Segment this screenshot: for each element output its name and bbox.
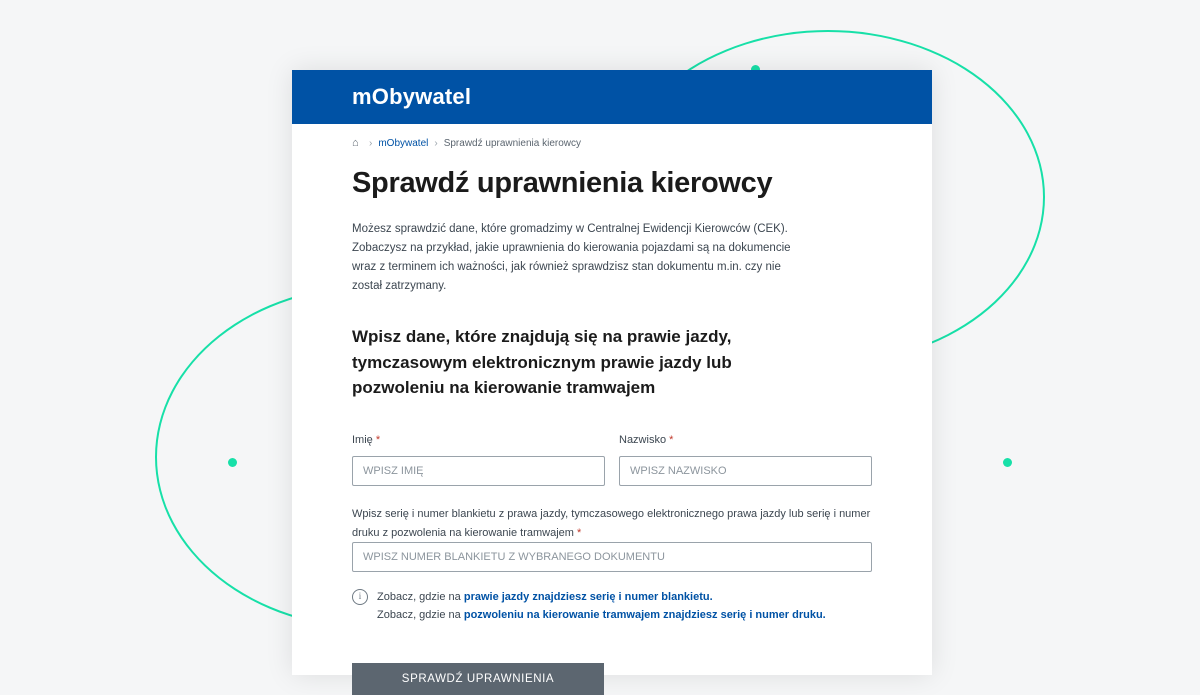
check-permissions-button[interactable]: SPRAWDŹ UPRAWNIENIA <box>352 663 604 695</box>
last-name-label-text: Nazwisko <box>619 433 667 446</box>
submit-row <box>352 663 872 695</box>
site-header <box>292 70 932 124</box>
page-title: Sprawdź uprawnienia kierowcy <box>352 167 773 199</box>
last-name-required-mark: * <box>669 433 674 446</box>
first-name-label <box>352 433 605 449</box>
document-number-input[interactable] <box>352 542 872 572</box>
document-number-label <box>352 508 870 539</box>
info-lines <box>377 588 826 625</box>
info-icon: i <box>352 589 368 605</box>
name-fields-row <box>352 433 872 486</box>
driver-check-form <box>352 433 872 695</box>
info-line-2 <box>377 606 826 625</box>
intro-text: Możesz sprawdzić dane, które gromadzimy w Centralnej Ewidencji Kierowców (CEK). Zobaczysz na przykład, jakie uprawnienia do kierowania pojazdami są na dokumencie wraz z terminem ich ważności, jak również sprawdzisz stan dokumentu m.in. czy nie został zatrzymany. <box>352 223 791 293</box>
page-card <box>292 70 932 686</box>
document-number-label-text: Wpisz serię i numer blankietu z prawa jazdy, tymczasowego elektronicznego prawa jazdy lub serię i numer druku z pozwolenia na kierowanie tramwajem <box>352 507 871 539</box>
last-name-field-group <box>619 433 872 486</box>
driving-licence-help-link[interactable]: prawie jazdy znajdziesz serię i numer blankietu. <box>463 590 713 603</box>
breadcrumb-separator-2: › <box>434 138 438 149</box>
first-name-field-group <box>352 433 605 486</box>
first-name-label-text: Imię <box>352 433 373 446</box>
last-name-label <box>619 433 872 449</box>
decorative-dot-right <box>1003 458 1012 467</box>
tram-permit-help-link[interactable]: pozwoleniu na kierowanie tramwajem znajdziesz serię i numer druku. <box>463 609 826 622</box>
brand-logo[interactable]: mObywatel <box>352 84 472 109</box>
breadcrumb-separator-1: › <box>369 138 373 149</box>
home-icon[interactable]: ⌂ <box>352 137 359 149</box>
last-name-input[interactable] <box>619 456 872 486</box>
form-heading: Wpisz dane, które znajdują się na prawie jazdy, tymczasowym elektronicznym prawie jazdy lub pozwoleniu na kierowanie tramwajem <box>352 327 732 398</box>
document-number-field-group <box>352 504 872 572</box>
document-number-required-mark: * <box>577 526 582 539</box>
info-line-2-prefix: Zobacz, gdzie na <box>377 609 464 622</box>
info-line-1 <box>377 588 826 607</box>
breadcrumb-item-current: Sprawdź uprawnienia kierowcy <box>443 138 581 149</box>
breadcrumb <box>352 138 872 149</box>
info-line-1-prefix: Zobacz, gdzie na <box>377 590 464 603</box>
first-name-required-mark: * <box>375 433 381 446</box>
decorative-dot-left <box>228 458 237 467</box>
info-block <box>352 588 872 625</box>
page-content <box>292 124 932 695</box>
first-name-input[interactable] <box>352 456 605 486</box>
breadcrumb-item-mobywatel[interactable]: mObywatel <box>378 138 429 149</box>
